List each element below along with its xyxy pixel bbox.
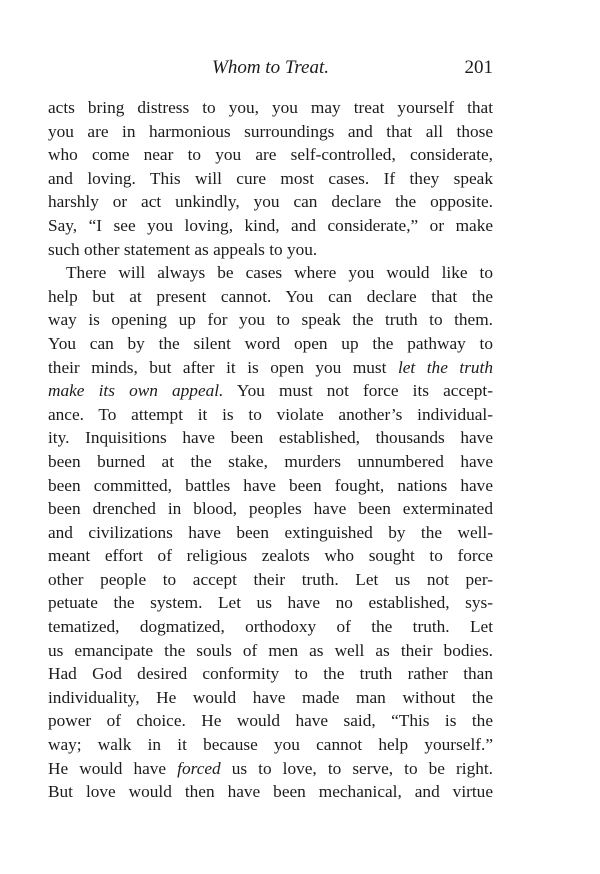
text-segment: and civilizations have been extinguished by the well- (48, 522, 493, 542)
text-segment: He would have (48, 758, 178, 778)
page-number: 201 (464, 57, 493, 78)
text-segment: Say, “I see you loving, kind, and considerate,” or make (48, 215, 493, 235)
text-line (48, 662, 493, 686)
text-segment: way is opening up for you to speak the truth to them. (48, 310, 493, 330)
text-line (48, 757, 493, 781)
text-segment: been drenched in blood, peoples have been exterminated (48, 499, 493, 519)
text-line (48, 238, 493, 262)
text-line (48, 686, 493, 710)
italic-text: let the truth (397, 357, 493, 377)
text-line (48, 591, 493, 615)
text-segment: such other statement as appeals to you. (48, 239, 318, 259)
text-line (48, 497, 493, 521)
text-segment: their minds, but after it is open you must (48, 357, 398, 377)
text-line (48, 450, 493, 474)
text-line (48, 332, 493, 356)
text-segment: There will always be cases where you would like to (66, 263, 493, 283)
text-line (48, 379, 493, 403)
text-segment: you are in harmonious surroundings and that all those (48, 121, 493, 141)
text-line (48, 190, 493, 214)
text-segment: You can by the silent word open up the pathway to (48, 333, 493, 353)
text-line (48, 474, 493, 498)
text-segment: Had God desired conformity to the truth rather than (48, 664, 493, 684)
text-segment: petuate the system. Let us have no established, sys- (48, 593, 493, 613)
text-line (48, 709, 493, 733)
text-line (48, 261, 493, 285)
text-segment: and loving. This will cure most cases. If they speak (48, 168, 493, 188)
text-line (48, 96, 493, 120)
text-segment: power of choice. He would have said, “This is the (48, 711, 493, 731)
text-line (48, 733, 493, 757)
text-segment: other people to accept their truth. Let us not per- (48, 569, 493, 589)
text-segment: way; walk in it because you cannot help yourself.” (48, 735, 493, 755)
text-segment: been committed, battles have been fought, nations have (48, 475, 493, 495)
text-line (48, 308, 493, 332)
text-segment: individuality, He would have made man without the (48, 687, 493, 707)
text-line (48, 521, 493, 545)
text-segment: ity. Inquisitions have been established, thousands have (48, 428, 493, 448)
running-head (48, 54, 493, 84)
text-segment: us to love, to serve, to be right. (220, 758, 493, 778)
text-line (48, 356, 493, 380)
text-line (48, 639, 493, 663)
text-segment: tematized, dogmatized, orthodoxy of the truth. Let (48, 617, 493, 637)
text-segment: who come near to you are self-controlled, considerate, (48, 145, 493, 165)
text-segment: acts bring distress to you, you may treat yourself that (48, 98, 493, 117)
text-segment: help but at present cannot. You can declare that the (48, 286, 493, 306)
text-segment: ance. To attempt it is to violate another’s individual- (48, 404, 493, 424)
italic-text: make its own appeal. (48, 381, 224, 401)
body-text (48, 96, 493, 804)
text-line (48, 167, 493, 191)
text-line (48, 780, 493, 804)
text-line (48, 426, 493, 450)
text-line (48, 544, 493, 568)
text-line (48, 615, 493, 639)
text-line (48, 568, 493, 592)
text-segment: You must not force its accept- (223, 381, 493, 401)
text-line (48, 120, 493, 144)
text-line (48, 143, 493, 167)
running-title: Whom to Treat. (212, 57, 329, 78)
text-line (48, 214, 493, 238)
text-segment: been burned at the stake, murders unnumbered have (48, 451, 493, 471)
text-segment: us emancipate the souls of men as well as their bodies. (48, 640, 493, 660)
text-line (48, 403, 493, 427)
text-segment: meant effort of religious zealots who sought to force (48, 546, 493, 566)
italic-text: forced (177, 758, 221, 778)
text-line (48, 285, 493, 309)
text-segment: But love would then have been mechanical, and virtue (48, 782, 493, 802)
text-segment: harshly or act unkindly, you can declare the opposite. (48, 192, 493, 212)
